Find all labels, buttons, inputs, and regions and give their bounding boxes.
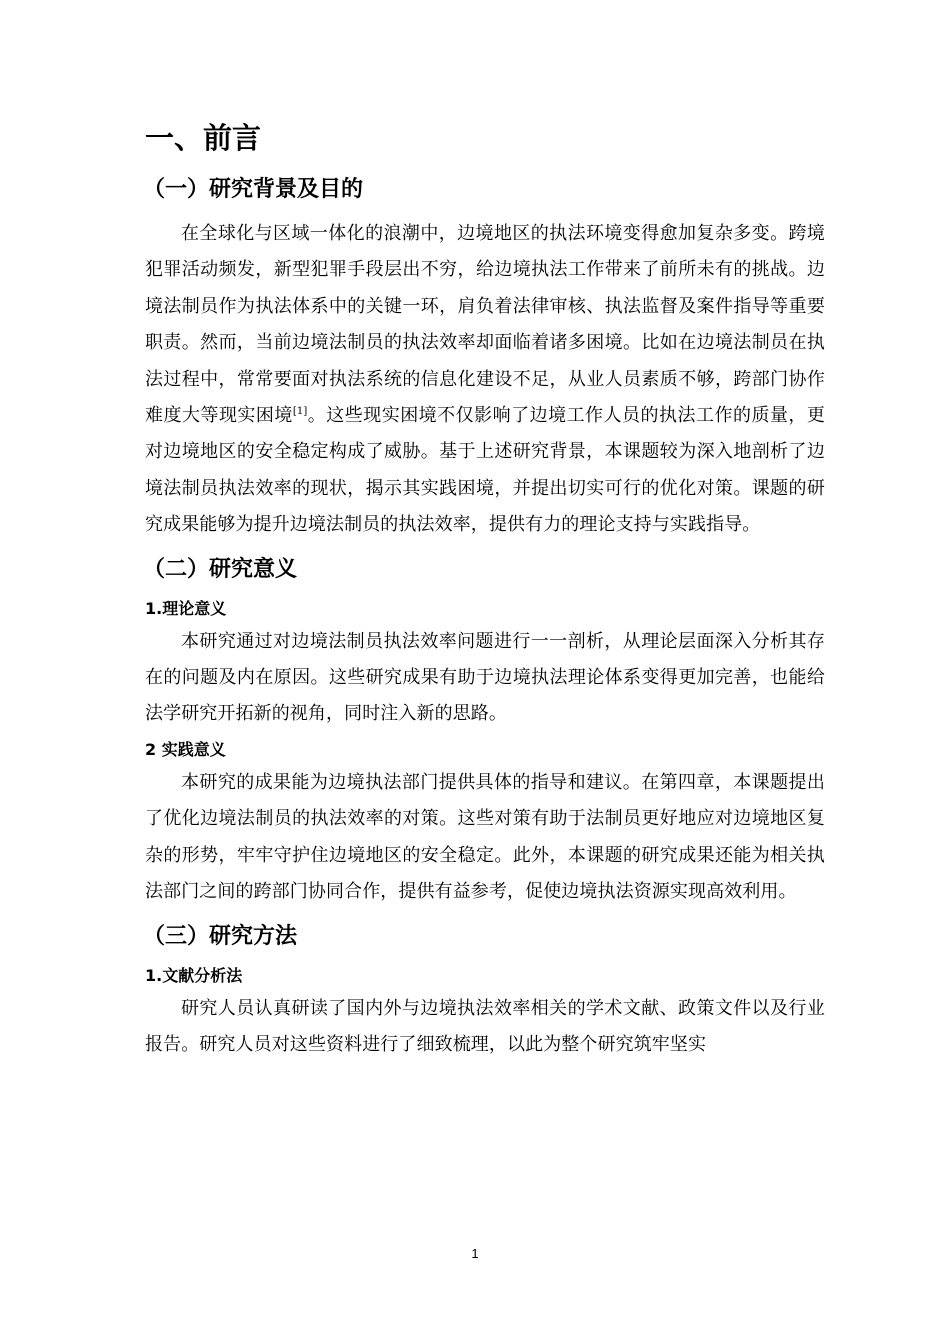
literature-paragraph: 研究人员认真研读了国内外与边境执法效率相关的学术文献、政策文件以及行业报告。研究人员对这些资料进行了细致梳理，以此为整个研究筑牢坚实 xyxy=(145,997,825,1055)
subheading-practice: 2 实践意义 xyxy=(145,739,226,759)
subheading-theory: 1.理论意义 xyxy=(145,598,227,618)
section-heading-significance: （二）研究意义 xyxy=(143,556,298,582)
practice-paragraph: 本研究的成果能为边境执法部门提供具体的指导和建议。在第四章，本课题提出了优化边境法制员的执法效率的对策。这些对策有助于法制员更好地应对边境地区复杂的形势，牢牢守护住边境地区的安全稳定。此外，本课题的研究成果还能为相关执法部门之间的跨部门协同合作，提供有益参考，促使边境执法资源实现高效利用。 xyxy=(145,771,825,903)
section-heading-background: （一）研究背景及目的 xyxy=(143,177,364,202)
citation-mark[interactable]: [1] xyxy=(292,406,308,418)
page-content xyxy=(145,118,825,1063)
background-text-part-a: 在全球化与区域一体化的浪潮中，边境地区的执法环境变得愈加复杂多变。跨境犯罪活动频发，新型犯罪手段层出不穷，给边境执法工作带来了前所未有的挑战。边境法制员作为执法体系中的关键一环，肩负着法律审核、执法监督及案件指导等重要职责。然而，当前边境法制员的执法效率却面临着诸多困境。比如在边境法制员在执法过程中，常常要面对执法系统的信息化建设不足，从业人员素质不够，跨部门协作难度大等现实困境 xyxy=(145,223,825,427)
subheading-literature: 1.文献分析法 xyxy=(145,965,243,985)
page-number: 1 xyxy=(471,1246,479,1261)
background-paragraph xyxy=(145,216,825,544)
section-heading-methods: （三）研究方法 xyxy=(143,923,298,949)
chapter-title: 一、前言 xyxy=(145,121,262,155)
theory-paragraph: 本研究通过对边境法制员执法效率问题进行一一剖析，从理论层面深入分析其存在的问题及内在原因。这些研究成果有助于边境执法理论体系变得更加完善，也能给法学研究开拓新的视角，同时注入新的思路。 xyxy=(145,630,825,725)
background-text-part-b: 。这些现实困境不仅影响了边境工作人员的执法工作的质量，更对边境地区的安全稳定构成了威胁。基于上述研究背景，本课题较为深入地剖析了边境法制员执法效率的现状，揭示其实践困境，并提出切实可行的优化对策。课题的研究成果能够为提升边境法制员的执法效率，提供有力的理论支持与实践指导。 xyxy=(145,405,825,536)
